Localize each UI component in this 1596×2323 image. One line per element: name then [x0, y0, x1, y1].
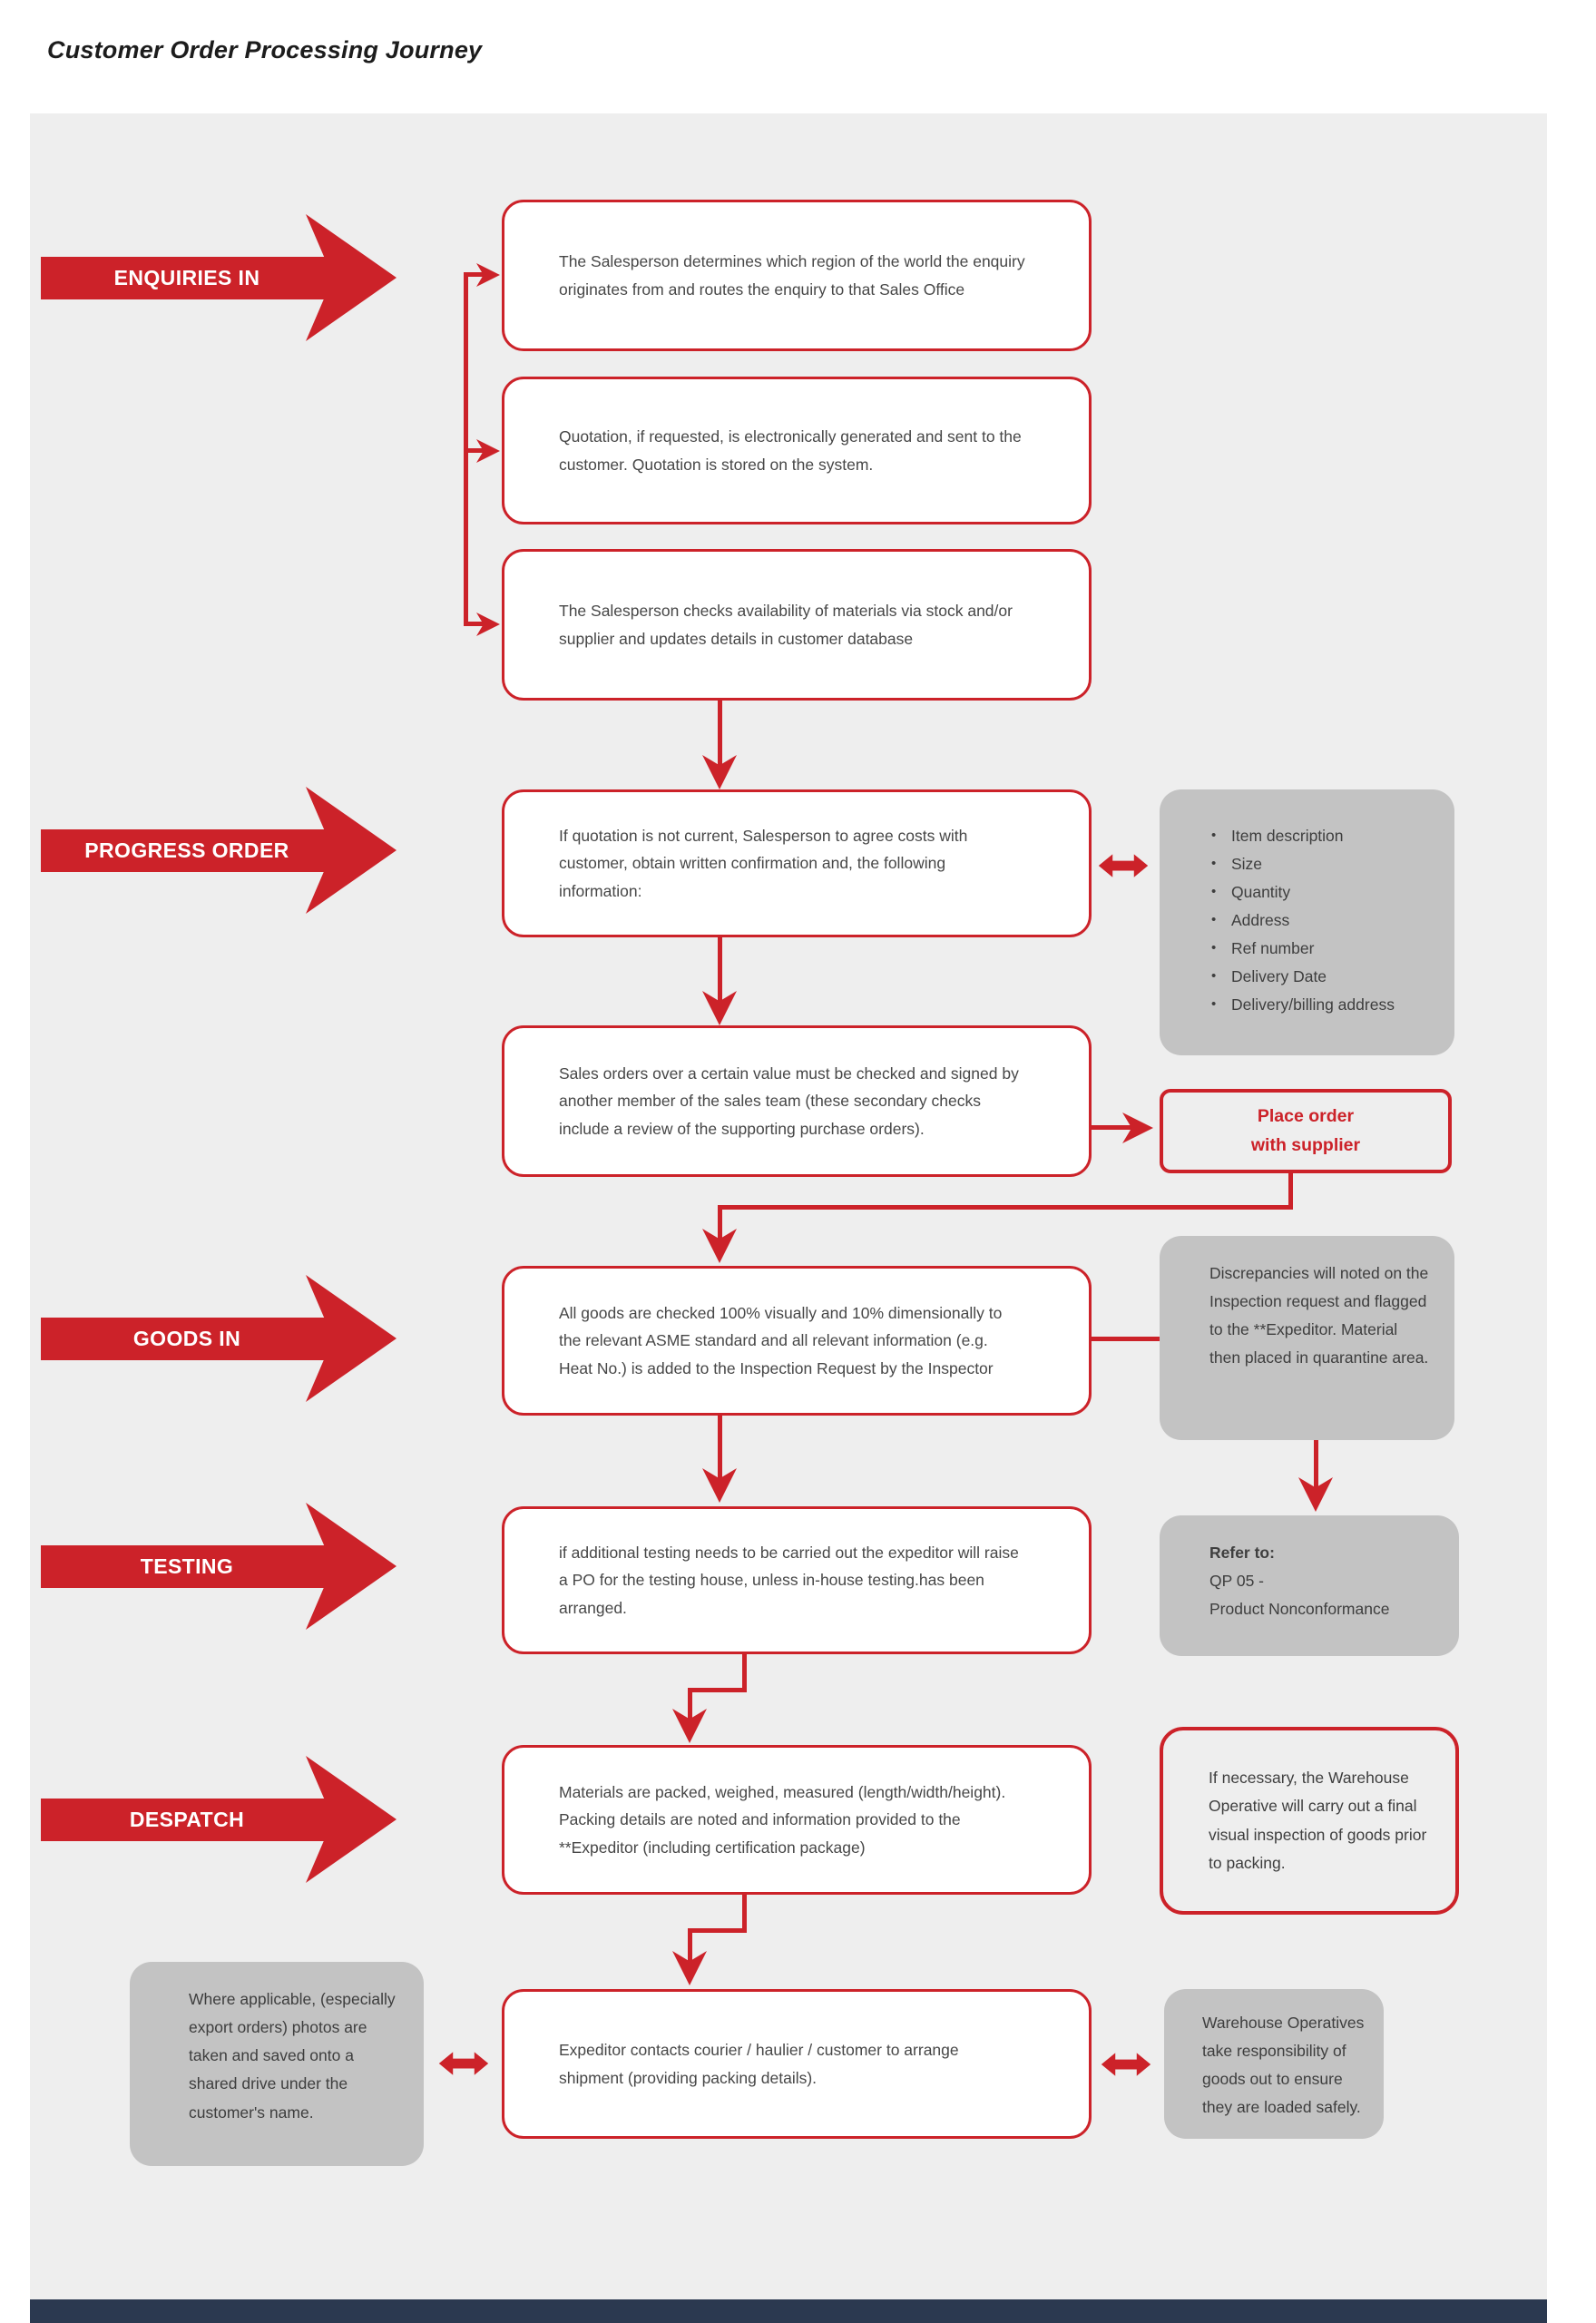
stage-banner [41, 829, 333, 872]
step-box-arrange-shipment [502, 1989, 1092, 2139]
connector-line [1288, 1173, 1293, 1210]
refer-to-line1: QP 05 - [1209, 1572, 1264, 1591]
order-info-item: • Delivery Date [1209, 963, 1429, 991]
place-order-line1: Place order [1257, 1106, 1355, 1127]
step-text: Sales orders over a certain value must be checked and signed by another member of the sales team (these secondary checks include a review of the supporting purchase orders). [559, 1064, 1019, 1138]
step-text: The Salesperson checks availability of materials via stock and/or supplier and updates details in customer database [559, 602, 1013, 648]
connector-line [1092, 1337, 1160, 1341]
step-box-secondary-checks [502, 1025, 1092, 1177]
place-order-box [1160, 1089, 1452, 1173]
order-info-item: • Item description [1209, 822, 1429, 850]
connector-line [1314, 1440, 1318, 1489]
connector-line [688, 1928, 692, 1963]
page-title: Customer Order Processing Journey [47, 36, 483, 64]
note-text: Where applicable, (especially export orders) photos are taken and saved onto a shared drive under the customer's name. [189, 1990, 396, 2122]
step-text: Expeditor contacts courier / haulier / customer to arrange shipment (providing packing details). [559, 2041, 959, 2087]
connector-line [688, 1928, 747, 1933]
connector-line [464, 622, 485, 626]
note-text: Discrepancies will noted on the Inspection request and flagged to the **Expeditor. Material then placed in quarantine area. [1209, 1264, 1429, 1367]
connector-line [742, 1895, 747, 1933]
connector-line [688, 1688, 747, 1692]
stage-label: TESTING [140, 1554, 234, 1578]
step-box-route-enquiry [502, 200, 1092, 351]
connector-line [718, 1205, 1293, 1210]
order-info-list [1209, 822, 1429, 1019]
note-loading [1164, 1989, 1384, 2139]
stage-label: GOODS IN [132, 1326, 241, 1350]
refer-to-title: Refer to: [1209, 1544, 1275, 1562]
step-text: if additional testing needs to be carried out the expeditor will raise a PO for the testing house, unless in-house testing.has been arranged. [559, 1544, 1019, 1617]
step-text: If quotation is not current, Salesperson to agree costs with customer, obtain written confirmation and, the following information: [559, 827, 968, 900]
connector-line [464, 448, 485, 453]
double-arrow-icon [1097, 850, 1150, 881]
connector-line [718, 1205, 722, 1240]
stage-arrow-testing [41, 1503, 397, 1630]
connector-line [718, 1416, 722, 1480]
stage-label: DESPATCH [129, 1807, 245, 1831]
connector-line [464, 272, 485, 277]
step-box-packing [502, 1745, 1092, 1895]
order-info-item: • Delivery/billing address [1209, 991, 1429, 1019]
stage-banner [41, 257, 333, 299]
note-photos [130, 1962, 424, 2166]
note-text: Warehouse Operatives take responsibility of goods out to ensure they are loaded safely. [1202, 2014, 1365, 2117]
stage-arrow-progress-order [41, 787, 397, 914]
step-box-check-availability [502, 549, 1092, 701]
place-order-line2: with supplier [1250, 1134, 1361, 1155]
connector-line [718, 937, 722, 1003]
stage-arrow-enquiries-in [41, 214, 397, 341]
stage-label: ENQUIRIES IN [113, 265, 260, 289]
stage-arrow-goods-in [41, 1275, 397, 1402]
step-text: The Salesperson determines which region of the world the enquiry originates from and routes the enquiry to that Sales Office [559, 252, 1025, 299]
step-text: All goods are checked 100% visually and 10% dimensionally to the relevant ASME standard and all relevant information (e.g. Heat No.) is added to the Inspection Request by the Inspector [559, 1304, 1003, 1377]
order-info-item: • Size [1209, 850, 1429, 878]
stage-banner [41, 1318, 333, 1360]
order-info-item: • Address [1209, 907, 1429, 935]
note-discrepancies [1160, 1236, 1454, 1440]
connector-line [718, 701, 722, 767]
connector-line [688, 1688, 692, 1720]
order-info-item: • Quantity [1209, 878, 1429, 907]
connector-line [1092, 1125, 1132, 1130]
step-text: Quotation, if requested, is electronically generated and sent to the customer. Quotation is stored on the system. [559, 427, 1022, 474]
final-inspection-box [1160, 1727, 1459, 1915]
final-inspection-text: If necessary, the Warehouse Operative will carry out a final visual inspection of goods prior to packing. [1209, 1768, 1427, 1872]
double-arrow-icon [1100, 2049, 1152, 2080]
step-text: Materials are packed, weighed, measured (length/width/height). Packing details are noted and information provided to the **Expeditor (including certification package) [559, 1783, 1006, 1857]
stage-arrow-despatch [41, 1756, 397, 1883]
order-info-item: • Ref number [1209, 935, 1429, 963]
stage-banner [41, 1799, 333, 1841]
note-refer-to [1160, 1515, 1459, 1656]
connector-line [742, 1654, 747, 1692]
step-box-quotation [502, 377, 1092, 524]
step-box-agree-costs [502, 789, 1092, 937]
stage-label: PROGRESS ORDER [84, 838, 289, 862]
refer-to-line2: Product Nonconformance [1209, 1600, 1390, 1619]
footer-bar [30, 2299, 1547, 2323]
stage-banner [41, 1545, 333, 1588]
double-arrow-icon [437, 2048, 490, 2079]
place-order-text [1251, 1103, 1360, 1159]
note-order-information [1160, 789, 1454, 1055]
step-box-goods-inspection [502, 1266, 1092, 1416]
step-box-additional-testing [502, 1506, 1092, 1654]
